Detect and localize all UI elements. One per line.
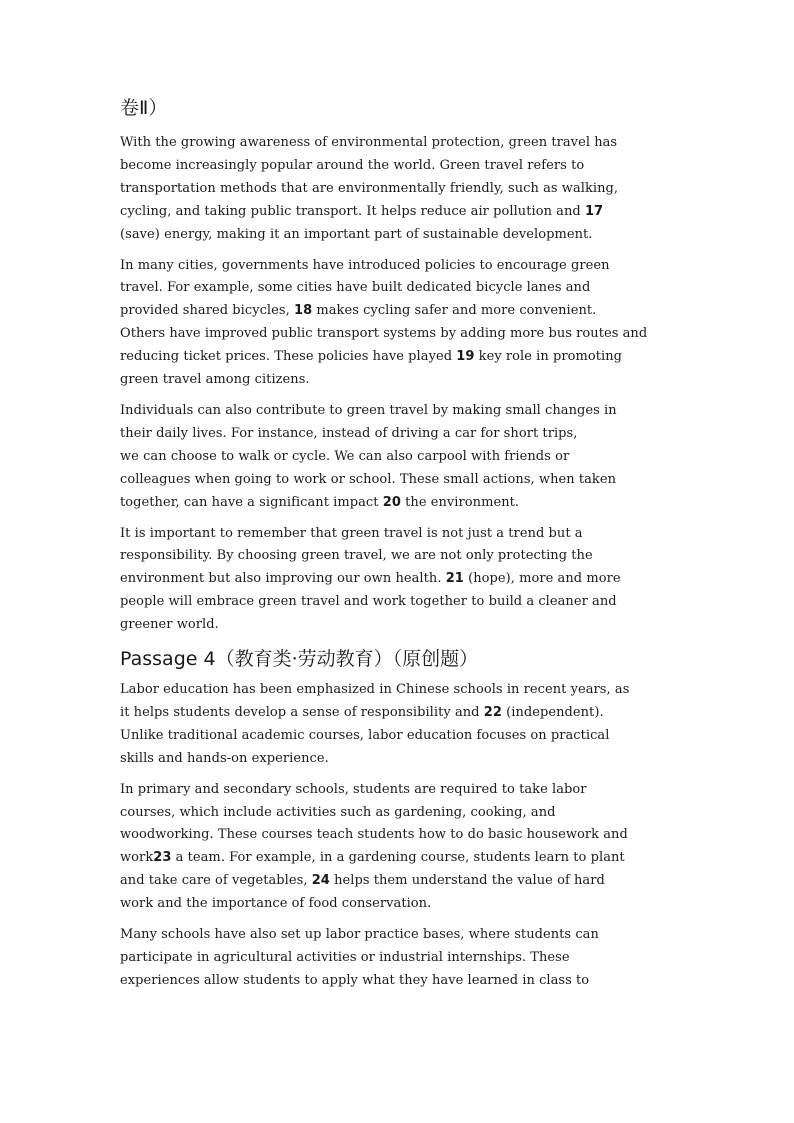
text-line xyxy=(120,802,680,825)
blank-number: 18 xyxy=(293,303,313,319)
text-line xyxy=(120,178,680,201)
line-text-after: the environment. xyxy=(400,494,520,510)
line-text: transportation methods that are environmentally friendly, such as walking, xyxy=(120,180,619,196)
line-text: Others have improved public transport systems by adding more bus routes and xyxy=(120,326,648,342)
text-line xyxy=(120,947,680,970)
passage-3-body xyxy=(120,132,680,637)
line-text: It is important to remember that green travel is not just a trend but a xyxy=(120,525,583,541)
paragraph xyxy=(120,132,680,247)
line-text: (save) energy, making it an important part of sustainable development. xyxy=(120,226,593,242)
page-content xyxy=(120,94,680,1001)
line-text: In primary and secondary schools, students are required to take labor xyxy=(120,781,587,797)
text-line xyxy=(120,277,680,300)
text-line xyxy=(120,255,680,278)
text-line xyxy=(120,224,680,247)
text-line xyxy=(120,132,680,155)
line-text: work and the importance of food conservation. xyxy=(120,896,432,912)
text-line xyxy=(120,893,680,916)
blank-number: 22 xyxy=(483,704,502,720)
line-text-after: helps them understand the value of hard xyxy=(329,873,605,889)
line-text: Individuals can also contribute to green travel by making small changes in xyxy=(120,402,617,418)
line-text: travel. For example, some cities have built dedicated bicycle lanes and xyxy=(120,280,591,296)
line-text: greener world. xyxy=(120,617,219,633)
line-text: woodworking. These courses teach students how to do basic housework and xyxy=(120,827,628,843)
line-text: experiences allow students to apply what they have learned in class to xyxy=(120,972,590,988)
line-text: it helps students develop a sense of responsibility and xyxy=(120,704,484,720)
text-line xyxy=(120,346,680,369)
text-line xyxy=(120,300,680,323)
line-text: skills and hands-on experience. xyxy=(120,750,329,766)
line-text: Many schools have also set up labor practice bases, where students can xyxy=(120,927,599,943)
line-text: courses, which include activities such as gardening, cooking, and xyxy=(120,804,556,820)
text-line xyxy=(120,779,680,802)
text-line xyxy=(120,568,680,591)
line-text: people will embrace green travel and work together to build a cleaner and xyxy=(120,594,617,610)
paragraph xyxy=(120,779,680,916)
paragraph xyxy=(120,523,680,638)
line-text: we can choose to walk or cycle. We can also carpool with friends or xyxy=(120,448,570,464)
line-text: reducing ticket prices. These policies have played xyxy=(120,349,457,365)
blank-number: 19 xyxy=(456,349,475,365)
passage-4-heading: Passage 4（教育类·劳动教育）（原创题） xyxy=(120,648,479,671)
line-text-after: (independent). xyxy=(501,704,604,720)
text-line xyxy=(120,369,680,392)
text-line xyxy=(120,847,680,870)
text-line xyxy=(120,725,680,748)
text-line xyxy=(120,545,680,568)
line-text-after: (hope), more and more xyxy=(463,571,621,587)
text-line xyxy=(120,970,680,993)
text-line xyxy=(120,446,680,469)
line-text: Unlike traditional academic courses, labor education focuses on practical xyxy=(120,727,610,743)
line-text: green travel among citizens. xyxy=(120,372,310,388)
text-line xyxy=(120,201,680,224)
text-line xyxy=(120,400,680,423)
text-line xyxy=(120,492,680,515)
text-line xyxy=(120,469,680,492)
line-text: colleagues when going to work or school. These small actions, when taken xyxy=(120,471,617,487)
text-line xyxy=(120,423,680,446)
paragraph xyxy=(120,255,680,392)
line-text: become increasingly popular around the world. Green travel refers to xyxy=(120,157,585,173)
passage-4-body xyxy=(120,679,680,993)
section-heading: 卷Ⅱ） xyxy=(120,97,168,119)
line-text: together, can have a significant impact xyxy=(120,494,383,510)
line-text-after: key role in promoting xyxy=(474,349,623,365)
text-line xyxy=(120,824,680,847)
blank-number: 24 xyxy=(311,873,330,889)
text-line xyxy=(120,591,680,614)
line-text-after: makes cycling safer and more convenient. xyxy=(312,303,597,319)
blank-number: 17 xyxy=(584,203,604,219)
line-text: their daily lives. For instance, instead of driving a car for short trips, xyxy=(120,425,578,441)
text-line xyxy=(120,323,680,346)
text-line xyxy=(120,523,680,546)
text-line xyxy=(120,155,680,178)
paragraph xyxy=(120,679,680,771)
text-line xyxy=(120,748,680,771)
text-line xyxy=(120,702,680,725)
paragraph xyxy=(120,924,680,993)
blank-number: 20 xyxy=(382,494,401,510)
line-text-after: a team. For example, in a gardening course, students learn to plant xyxy=(171,850,625,866)
blank-number: 23 xyxy=(153,850,172,866)
line-text: In many cities, governments have introduced policies to encourage green xyxy=(120,257,610,273)
line-text: and take care of vegetables, xyxy=(120,873,312,889)
line-text: With the growing awareness of environmental protection, green travel has xyxy=(120,135,618,150)
line-text: responsibility. By choosing green travel, we are not only protecting the xyxy=(120,548,593,564)
paragraph xyxy=(120,400,680,515)
line-text: cycling, and taking public transport. It helps reduce air pollution and xyxy=(120,203,585,219)
text-line xyxy=(120,679,680,702)
text-line xyxy=(120,870,680,893)
line-text: provided shared bicycles, xyxy=(120,303,294,319)
line-text: Labor education has been emphasized in Chinese schools in recent years, as xyxy=(120,682,630,698)
line-text: participate in agricultural activities or industrial internships. These xyxy=(120,950,570,965)
text-line xyxy=(120,614,680,637)
line-text: environment but also improving our own health. xyxy=(120,571,446,587)
text-line xyxy=(120,924,680,947)
blank-number: 21 xyxy=(445,571,464,587)
line-text: work xyxy=(120,850,154,866)
